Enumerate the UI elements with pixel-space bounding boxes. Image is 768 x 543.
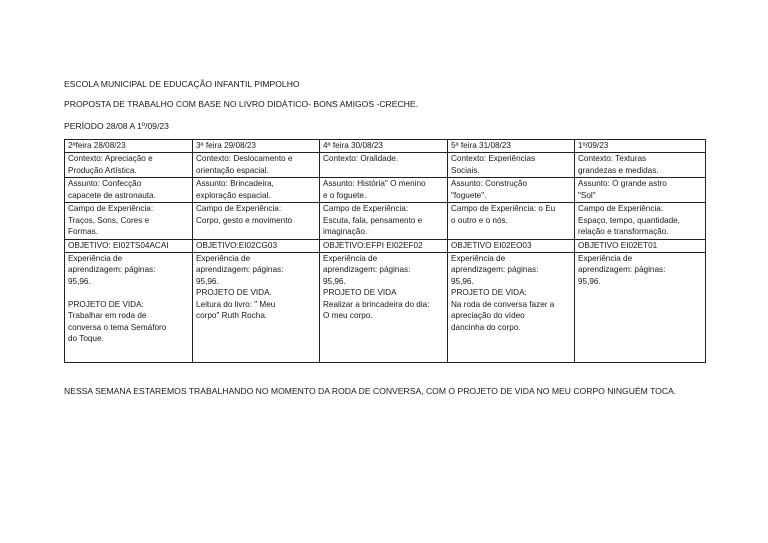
field-cell: Campo de Experiência: Escuta, fala, pensamento e imaginação. (320, 203, 448, 240)
context-cell: Contexto: Oralidade. (320, 153, 448, 178)
subject-cell: Assunto: Construção "foguete". (448, 178, 575, 203)
field-cell: Campo de Experiência: Espaço, tempo, quantidade, relação e transformação. (575, 203, 706, 240)
objective-cell: OBJETIVO:EI02CG03 (193, 240, 320, 253)
proposal-title: PROPOSTA DE TRABALHO COM BASE NO LIVRO DIDÁTICO- BONS AMIGOS -CRECHE. (64, 99, 418, 109)
table-row-experience (65, 252, 706, 362)
field-cell: Campo de Experiência: o Eu o outro e o nós. (448, 203, 575, 240)
field-cell: Campo de Experiência: Corpo, gesto e movimento (193, 203, 320, 240)
objective-cell: OBJETIVO:EFPI EI02EF02 (320, 240, 448, 253)
table-row-objective (65, 240, 706, 253)
subject-cell: Assunto: História" O menino e o foguete. (320, 178, 448, 203)
subject-cell: Assunto: Brincadeira, exploração espacial. (193, 178, 320, 203)
weekly-plan-table (64, 139, 706, 363)
table-row-subject (65, 178, 706, 203)
objective-cell: OBJETIVO EI02EO03 (448, 240, 575, 253)
period-label: PERÍODO 28/08 A 1º/09/23 (64, 121, 169, 131)
context-cell: Contexto: Deslocamento e orientação espacial. (193, 153, 320, 178)
date-cell: 1º/09/23 (575, 140, 706, 153)
experience-cell: Experiência de aprendizagem: páginas: 95,96. (575, 252, 706, 362)
objective-cell: OBJETIVO EI02ET01 (575, 240, 706, 253)
experience-cell: Experiência de aprendizagem: páginas: 95,96. PROJETO DE VIDA: Trabalhar em roda de conversa o tema Semáforo do Toque. (65, 252, 193, 362)
objective-cell: OBJETIVO: EI02TS04ACAI (65, 240, 193, 253)
context-cell: Contexto: Texturas grandezas e medidas. (575, 153, 706, 178)
date-cell: 3ª feira 29/08/23 (193, 140, 320, 153)
footer-note: NESSA SEMANA ESTAREMOS TRABALHANDO NO MOMENTO DA RODA DE CONVERSA, COM O PROJETO DE VIDA NO MEU CORPO NINGUÉM TOCA. (64, 386, 677, 396)
context-cell: Contexto: Apreciação e Produção Artística. (65, 153, 193, 178)
school-name: ESCOLA MUNICIPAL DE EDUCAÇÃO INFANTIL PIMPOLHO (64, 79, 300, 89)
date-cell: 2ªfeira 28/08/23 (65, 140, 193, 153)
field-cell: Campo de Experiência: Traços, Sons, Cores e Formas. (65, 203, 193, 240)
context-cell: Contexto: Experiências Sociais. (448, 153, 575, 178)
experience-cell: Experiência de aprendizagem: páginas: 95,96. PROJETO DE VIDA Realizar a brincadeira do dia: O meu corpo. (320, 252, 448, 362)
experience-cell: Experiência de aprendizagem: páginas: 95,96. PROJETO DE VIDA. Leitura do livro: " Meu corpo" Ruth Rocha. (193, 252, 320, 362)
table-row-field (65, 203, 706, 240)
subject-cell: Assunto: O grande astro "Sol" (575, 178, 706, 203)
subject-cell: Assunto: Confecção capacete de astronauta. (65, 178, 193, 203)
table-row-context (65, 153, 706, 178)
table-row-dates (65, 140, 706, 153)
date-cell: 4ª feira 30/08/23 (320, 140, 448, 153)
date-cell: 5ª feira 31/08/23 (448, 140, 575, 153)
experience-cell: Experiência de aprendizagem: páginas: 95,96. PROJETO DE VIDA: Na roda de conversa fazer a apreciação do vídeo dancinha do corpo. (448, 252, 575, 362)
